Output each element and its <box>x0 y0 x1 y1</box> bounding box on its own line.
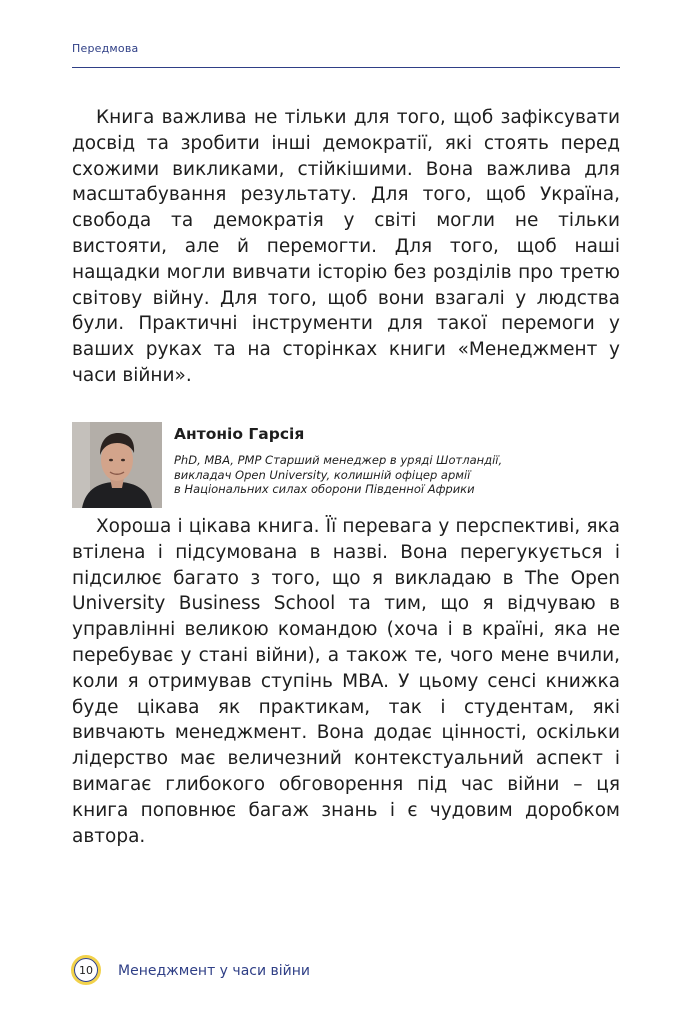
author-photo <box>72 422 162 508</box>
book-title: Менеджмент у часи війни <box>118 963 311 979</box>
page-number: 10 <box>74 958 98 982</box>
page-number-badge <box>71 955 101 985</box>
body-paragraph: Книга важлива не тільки для того, щоб зафіксувати досвід та зробити інші демократії, які стоять перед схожими викликами, стійкішими. Вона важлива для масштабування результату. Для того, щоб Україна, свобода та демократія у світі могли не тільки вистояти, але й перемогти. Для того, щоб наші нащадки могли вивчати історію без розділів про третю світову війну. Для того, щоб вони взагалі у людства були. Практичні інструменти для такої перемоги у ваших руках та на сторінках книги «Менеджмент у часи війни». <box>72 107 620 386</box>
author-credentials <box>174 453 604 497</box>
body-paragraph: Хороша і цікава книга. Її перевага у перспективі, яка втілена і підсумована в назві. Вона перегукується і підсилює багато з того, що я викладаю в The Open University Business School та тим, що я відчуваю в управлінні великою командою (хоча і в країні, яка не перебуває у стані війни), а також те, чого мене вчили, коли я отримував ступінь MBA. У цьому сенсі книжка буде цікава як практикам, так і студентам, які вивчають менеджмент. Вона додає цінності, оскільки лідерство має величезний контекстуальний аспект і вимагає глибокого обговорення під час війни – ця книга поповнює багаж знань і є чудовим доробком автора. <box>72 516 620 847</box>
author-credentials-line: викладач Open University, колишній офіцер армії <box>174 467 471 482</box>
header-divider <box>72 67 620 68</box>
author-name: Антоніо Гарсія <box>174 425 305 443</box>
section-title: Передмова <box>72 42 139 55</box>
author-credentials-line: в Національних силах оборони Південної Африки <box>174 482 475 497</box>
author-credentials-line: PhD, MBA, PMP Старший менеджер в уряді Шотландії, <box>174 453 503 467</box>
